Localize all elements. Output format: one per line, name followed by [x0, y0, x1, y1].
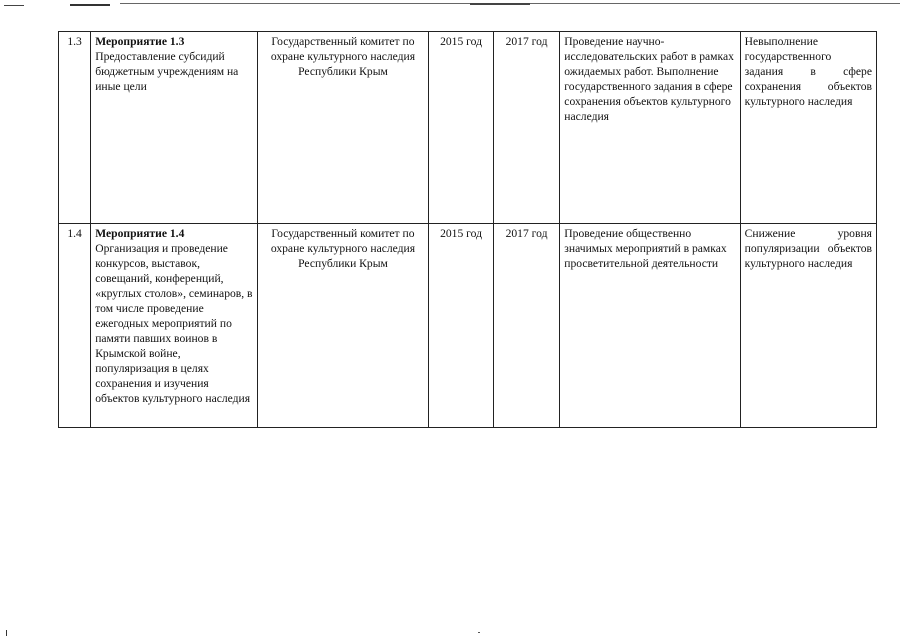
scan-mark: [478, 632, 480, 633]
start-year: 2015 год: [429, 224, 493, 428]
table-row: [59, 32, 877, 224]
activity-cell: [91, 32, 257, 224]
activity-description: Предоставление субсидий бюджетным учреждениям на иные цели: [95, 50, 239, 93]
activity-title: Мероприятие 1.4: [95, 227, 185, 240]
scan-edge-artifact: [0, 0, 905, 8]
scan-mark: [6, 630, 7, 636]
expected-result: Проведение общественно значимых мероприятий в рамках просветительной деятельности: [560, 224, 740, 428]
table-row: [59, 224, 877, 428]
non-implementation-consequence: Снижение уровня популяризации объектов культурного наследия: [740, 224, 876, 428]
end-year: 2017 год: [493, 224, 560, 428]
activity-cell: [91, 224, 257, 428]
non-implementation-consequence: Невыполнение государственного задания в сфере сохранения объектов культурного наследия: [740, 32, 876, 224]
responsible-organization: Государственный комитет по охране культурного наследия Республики Крым: [257, 32, 429, 224]
expected-result: Проведение научно-исследовательских работ в рамках ожидаемых работ. Выполнение государственного задания в сфере сохранения объектов культурного наследия: [560, 32, 740, 224]
activity-description: Организация и проведение конкурсов, выставок, совещаний, конференций, «круглых столов», семинаров, в том числе проведение ежегодных мероприятий по памяти павших воинов в Крымской войне, популяризация в целях сохранения и изучения объектов культурного наследия: [95, 242, 253, 405]
end-year: 2017 год: [493, 32, 560, 224]
row-number: 1.4: [59, 224, 91, 428]
responsible-organization: Государственный комитет по охране культурного наследия Республики Крым: [257, 224, 429, 428]
start-year: 2015 год: [429, 32, 493, 224]
row-number: 1.3: [59, 32, 91, 224]
activity-title: Мероприятие 1.3: [95, 35, 185, 48]
program-activities-table: [58, 31, 877, 428]
